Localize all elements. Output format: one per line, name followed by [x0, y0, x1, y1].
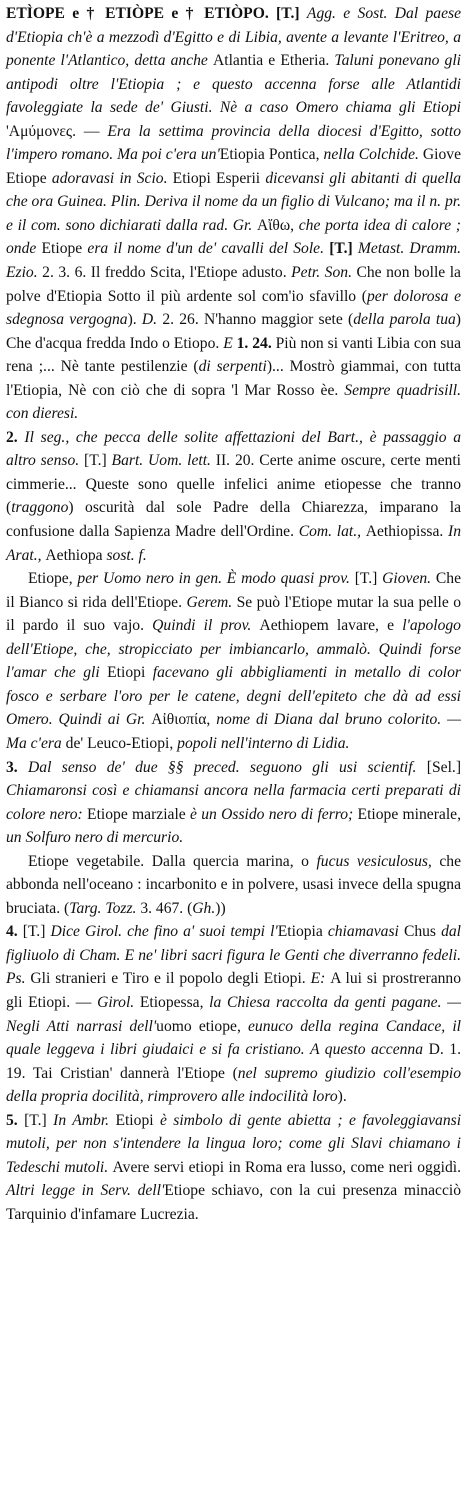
text-run: E: [223, 334, 237, 352]
text-run: Se può l'Etiope mutar la sua pelle o il pardo il suo vajo.: [6, 593, 461, 635]
text-run: Etiopi Esperii: [172, 169, 266, 187]
text-run: per dolorosa e sdegnosa vergogna: [6, 287, 461, 329]
text-run: ETÌOPE e † ETIÒPE e † ETIÒPO. [T.]: [6, 5, 307, 22]
text-run: Girol.: [97, 993, 140, 1011]
text-run: della parola tua: [353, 311, 456, 329]
text-run: uomo etiope,: [156, 1017, 248, 1035]
text-run: Aethiopem lavare, e: [259, 617, 403, 635]
text-run: dicevansi gli abitanti di quella che ora Guinea. Plin. Deriva il nome da un figlio di Vulcano; ma il n. pr. e il com. sono dichiarati dalla rad. Gr.: [6, 169, 461, 234]
entry-paragraph-6: [6, 920, 461, 1108]
text-run: Sempre quadrisill. con dieresi.: [6, 381, 461, 423]
text-run: II. 20. Certe anime oscure, certe menti cimmerie... Queste sono quelle infelici anime etiopesse che tranno (: [6, 452, 461, 517]
text-run: de' Leuco-Etiopi,: [65, 734, 178, 752]
text-run: Aethiopa: [45, 546, 107, 564]
text-run: Etiope minerale,: [357, 805, 461, 823]
text-run: [T.]: [24, 1111, 54, 1129]
text-run: Αἴθω,: [256, 216, 299, 234]
text-run: E:: [310, 970, 331, 988]
text-run: Agg. e Sost. Dal paese d'Etiopia ch'è a mezzodì d'Egitto e di Libia, avente a levante l'Eritreo, a ponente l'Atlantico, detta anche: [6, 5, 461, 70]
text-run: è un Ossido nero di ferro;: [190, 805, 358, 823]
text-run: Metast. Dramm. Ezio.: [6, 240, 461, 282]
text-run: ).: [337, 1088, 347, 1106]
text-run: chiamavasi: [327, 923, 404, 941]
text-run: D.: [141, 311, 163, 329]
text-run: di serpenti: [198, 358, 267, 376]
entry-paragraph-1: [6, 2, 461, 426]
text-run: 5.: [6, 1111, 25, 1129]
text-run: fucus vesiculosus,: [316, 852, 440, 870]
text-run: D.: [428, 1041, 450, 1059]
text-run: In Arat.,: [6, 523, 461, 564]
text-run: Aethiopissa.: [365, 523, 448, 541]
text-run: A lui si prostreranno gli Etiopi. —: [6, 970, 462, 1011]
text-run: 2. 26. N'hanno maggior sete (: [162, 311, 354, 329]
text-run: 1. 19. Tai Cristian' dannerà l'Etiope (: [6, 1041, 462, 1082]
text-run: dal figliuolo di Cham. E ne' libri sacri figura le Genti che diverranno fedeli. Ps.: [6, 923, 461, 988]
text-run: nome di Diana dal bruno colorito. — Ma c'era: [6, 711, 461, 752]
text-run: Etiope,: [28, 570, 78, 588]
text-run: 3. 467. (: [140, 899, 193, 917]
entry-paragraph-2: [6, 426, 461, 567]
text-run: Etiope vegetabile. Dalla quercia marina, o: [28, 852, 317, 870]
text-run: 3.: [6, 758, 29, 776]
text-run: Che non bolle la polve d'Etiopia Sotto il più ardente sol com'io sfavillo (: [6, 264, 461, 305]
text-run: [T.]: [329, 240, 358, 258]
text-run: ).: [127, 311, 142, 329]
text-run: Dice Girol. che fino a' suoi tempi l': [50, 923, 278, 941]
text-run: Etiope schiavo, con la cui presenza minacciò Tarquinio d'infamare Lucrezia.: [6, 1182, 462, 1223]
text-run: Etiope: [41, 240, 88, 258]
text-run: 1. 24.: [236, 334, 276, 352]
text-run: 'Αμύμονες. —: [6, 122, 108, 140]
text-run: che abbonda nell'oceano : incarbonito e in polvere, usasi invece della spugna bruciata. (: [6, 852, 461, 917]
text-run: popoli nell'interno di Lidia.: [177, 734, 350, 752]
text-run: traggono: [11, 499, 69, 517]
text-run: Αἰθιοπία,: [151, 711, 217, 729]
text-run: [T.]: [84, 452, 112, 470]
text-run: )): [215, 899, 226, 917]
text-run: Etiopi: [107, 664, 153, 682]
text-run: era il nome d'un de' cavalli del Sole.: [87, 240, 330, 258]
text-run: per Uomo nero in gen. È modo quasi prov.: [77, 570, 355, 588]
text-run: Etiopessa,: [139, 993, 210, 1011]
text-run: Dal senso de' due §§ preced. seguono gli usi scientif.: [28, 758, 427, 776]
text-run: Taluni ponevano gli antipodi oltre l'Etiopia ; e questo accenna forse alle Atlantidi favoleggiate la sede de' Giusti. Nè a caso Omero chiama gli Etiopi: [6, 52, 461, 117]
text-run: 4.: [6, 923, 23, 941]
entry-paragraph-4: [6, 756, 461, 850]
text-run: 2.: [6, 428, 25, 446]
text-run: Era la settima provincia della diocesi d'Egitto, sotto l'impero romano. Ma poi c'era un': [6, 122, 461, 164]
text-run: l'apologo dell'Etiope, che, stropicciato per imbiancarlo, ammalò. Quindi forse l'amar che gli: [6, 617, 461, 682]
entry-paragraph-5: [6, 850, 461, 921]
text-run: eunuco della regina Candace, il quale leggeva i libri giudaici e si fa cristiano. A questo accenna: [6, 1017, 461, 1059]
text-run: Avere servi etiopi in Roma era lusso, come neri oggidì.: [112, 1158, 462, 1176]
text-run: Gh.: [192, 899, 216, 917]
text-run: nel supremo giudizio coll'esempio della propria docilità, rimprovero alle indocilità loro: [6, 1064, 462, 1106]
text-run: Etiopia: [277, 923, 328, 941]
text-run: In Ambr.: [53, 1111, 116, 1129]
text-run: Gerem.: [186, 593, 237, 611]
text-run: sost. f.: [106, 546, 147, 564]
text-run: Più non si vanti Libia con sua rena ;... Nè tante pestilenzie (: [6, 334, 462, 376]
text-run: Com. lat.,: [298, 523, 366, 541]
text-run: [Sel.]: [426, 758, 462, 776]
text-run: Petr. Son.: [291, 264, 357, 282]
text-run: ) Che d'acqua fredda Indo o Etiopo.: [6, 311, 461, 352]
text-run: )... Mostrò giammai, con tutta l'Etiopia, Nè con ciò che di sopra 'l Mar Rosso èe.: [6, 358, 461, 399]
text-run: Chus: [403, 923, 442, 941]
text-run: 2. 3. 6. Il freddo Scita, l'Etiope adusto.: [42, 264, 292, 282]
text-run: ) oscurità dal sole Padre della Chiarezza, imparano la confusione dalla Sapienza Madre dell'Ordine.: [6, 499, 461, 541]
text-run: nella Colchide.: [323, 146, 423, 164]
text-run: Gli stranieri e Tiro e il popolo degli Etiopi.: [30, 970, 311, 988]
entry-paragraph-7: [6, 1109, 461, 1227]
text-run: è simbolo di gente abietta ; e favoleggiavansi mutoli, per non s'intendere la lingua loro; come gli Slavi chiamano i Tedeschi mutoli.: [6, 1111, 462, 1176]
text-run: [T.]: [22, 923, 51, 941]
text-run: [T.]: [354, 570, 383, 588]
entry-paragraph-3: [6, 567, 461, 755]
text-run: facevano gli abbigliamenti in metallo di color fosco e serbare l'oro per le catene, degni dell'epiteto che dà ad essi Omero. Quindi ai Gr.: [6, 664, 462, 729]
text-run: Gioven.: [382, 570, 436, 588]
text-run: Etiope marziale: [87, 805, 191, 823]
text-run: Atlantia e Etheria.: [212, 52, 335, 70]
text-run: Altri legge in Serv. dell': [6, 1182, 165, 1200]
text-run: Targ. Tozz.: [69, 899, 141, 917]
text-run: la Chiesa raccolta da genti pagane. — Negli Atti narrasi dell': [6, 993, 462, 1035]
text-run: Chiamaronsi così e chiamansi ancora nella farmacia certi preparati di colore nero:: [6, 782, 461, 823]
text-run: Giove Etiope: [6, 146, 462, 187]
text-run: Il seg., che pecca delle solite affettazioni del Bart., è passaggio a altro senso.: [6, 428, 462, 470]
text-run: Che il Bianco si rida dell'Etiope.: [6, 570, 461, 611]
text-run: Quindi il prov.: [152, 617, 260, 635]
text-run: adoravasi in Scio.: [51, 169, 173, 187]
text-run: che porta idea di calore ; onde: [6, 216, 461, 258]
text-run: Etiopia Pontica,: [219, 146, 324, 164]
text-run: un Solfuro nero di mercurio.: [6, 829, 184, 847]
text-run: Etiopi: [115, 1111, 160, 1129]
text-run: Bart. Uom. lett.: [111, 452, 216, 470]
